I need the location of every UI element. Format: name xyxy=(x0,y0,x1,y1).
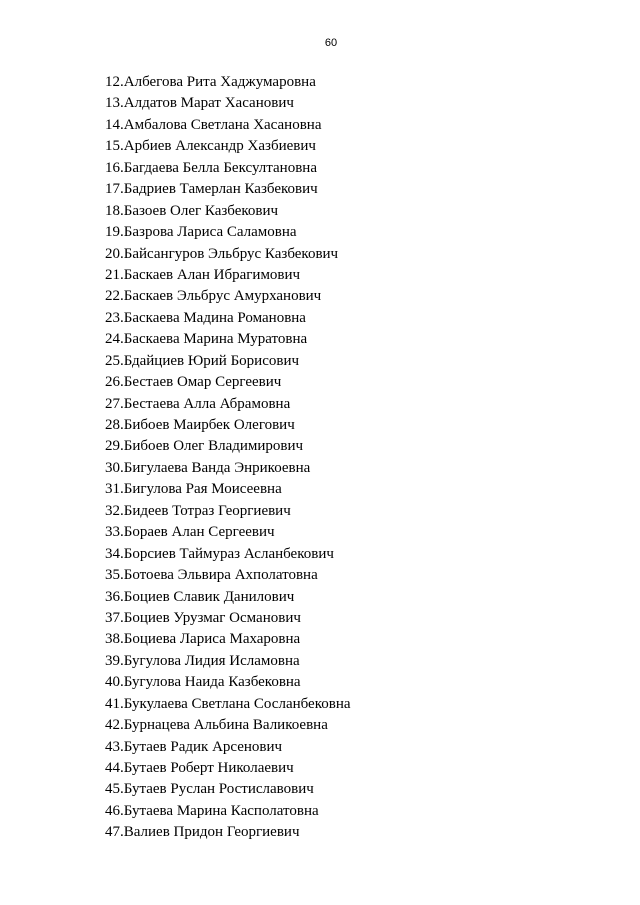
list-item: 29.Бибоев Олег Владимирович xyxy=(105,438,304,455)
list-item: 18.Базоев Олег Казбекович xyxy=(105,202,279,219)
list-item: 44.Бутаев Роберт Николаевич xyxy=(105,760,294,776)
list-item: 47.Валиев Придон Георгиевич xyxy=(105,824,300,841)
list-item: 26.Бестаев Омар Сергеевич xyxy=(105,374,282,391)
list-item: 15.Арбиев Александр Хазбиевич xyxy=(105,138,316,155)
list-item: 24.Баскаева Марина Муратовна xyxy=(105,331,308,348)
list-item: 23.Баскаева Мадина Романовна xyxy=(105,309,306,326)
list-item: 30.Бигулаева Ванда Энрикоевна xyxy=(105,459,311,476)
list-item: 27.Бестаева Алла Абрамовна xyxy=(105,395,291,412)
list-item: 42.Бурнацева Альбина Валикоевна xyxy=(105,717,328,734)
list-item: 28.Бибоев Маирбек Олегович xyxy=(105,417,295,433)
list-item: 43.Бутаев Радик Арсенович xyxy=(105,738,283,755)
list-item: 12.Албегова Рита Хаджумаровна xyxy=(105,74,316,90)
list-item: 20.Байсангуров Эльбрус Казбекович xyxy=(105,245,339,262)
list-item: 31.Бигулова Рая Моисеевна xyxy=(105,481,282,498)
list-item: 36.Боциев Славик Данилович xyxy=(105,588,295,605)
list-item: 22.Баскаев Эльбрус Амурханович xyxy=(105,288,322,305)
list-item: 46.Бутаева Марина Касполатовна xyxy=(105,802,319,819)
list-item: 40.Бугулова Наида Казбековна xyxy=(105,674,301,691)
name-list xyxy=(105,72,351,844)
list-item: 13.Алдатов Марат Хасанович xyxy=(105,95,294,112)
list-item: 35.Ботоева Эльвира Ахполатовна xyxy=(105,567,318,584)
list-item: 39.Бугулова Лидия Исламовна xyxy=(105,652,300,669)
list-item: 17.Бадриев Тамерлан Казбекович xyxy=(105,181,318,198)
list-item: 34.Борсиев Таймураз Асланбекович xyxy=(105,545,334,562)
list-item: 32.Бидеев Тотраз Георгиевич xyxy=(105,502,291,519)
list-item: 19.Базрова Лариса Саламовна xyxy=(105,224,297,241)
list-item: 37.Боциев Урузмаг Османович xyxy=(105,609,301,626)
list-item: 38.Боциева Лариса Махаровна xyxy=(105,631,301,648)
list-item: 33.Бораев Алан Сергеевич xyxy=(105,524,275,541)
list-item: 21.Баскаев Алан Ибрагимович xyxy=(105,266,301,283)
list-item: 14.Амбалова Светлана Хасановна xyxy=(105,116,322,133)
list-item: 16.Багдаева Белла Бексултановна xyxy=(105,159,317,176)
page-number: 60 xyxy=(324,37,338,49)
list-item: 25.Бдайциев Юрий Борисович xyxy=(105,352,300,369)
list-item: 41.Букулаева Светлана Сосланбековна xyxy=(105,695,351,712)
list-item: 45.Бутаев Руслан Ростиславович xyxy=(105,781,314,798)
